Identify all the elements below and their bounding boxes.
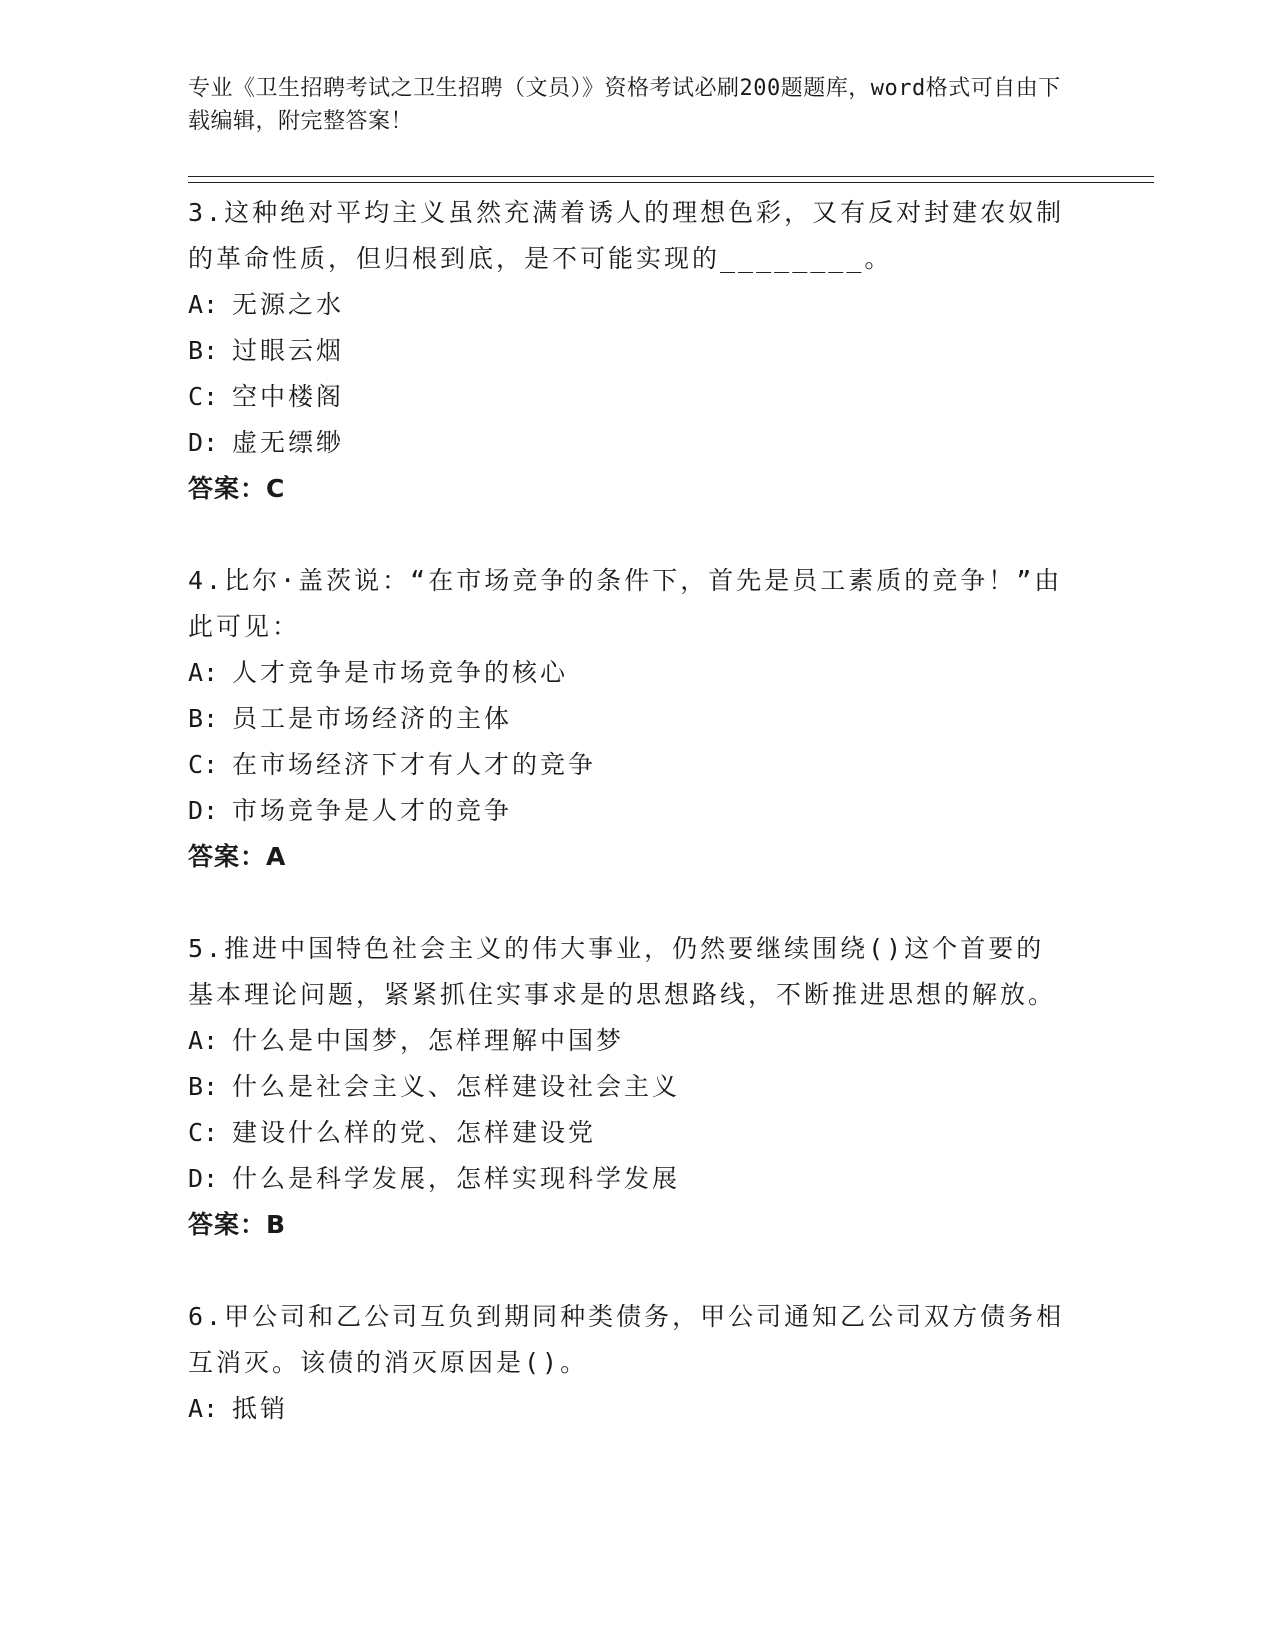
option-letter: A: <box>188 658 219 687</box>
question-spacer <box>188 512 1068 558</box>
option-letter: B: <box>188 704 219 733</box>
answer-line: 答案：A <box>188 842 287 871</box>
option-b <box>188 696 1068 742</box>
question-spacer <box>188 1248 1068 1294</box>
option-text: 过眼云烟 <box>232 336 345 365</box>
question-stem: 5.推进中国特色社会主义的伟大事业，仍然要继续围绕()这个首要的基本理论问题，紧紧抓住实事求是的思想路线，不断推进思想的解放。 <box>188 934 1057 1009</box>
option-d <box>188 420 1068 466</box>
option-text: 空中楼阁 <box>232 382 345 411</box>
option-d <box>188 1156 1068 1202</box>
option-b <box>188 1064 1068 1110</box>
option-text: 市场竞争是人才的竞争 <box>232 796 513 825</box>
question-stem: 4.比尔·盖茨说：“在市场竞争的条件下，首先是员工素质的竞争！”由此可见： <box>188 566 1063 641</box>
option-text: 建设什么样的党、怎样建设党 <box>232 1118 597 1147</box>
option-a <box>188 1018 1068 1064</box>
option-c <box>188 374 1068 420</box>
option-text: 什么是中国梦，怎样理解中国梦 <box>232 1026 625 1055</box>
question-3 <box>188 190 1068 512</box>
option-c <box>188 742 1068 788</box>
option-a <box>188 1386 1068 1432</box>
option-letter: A: <box>188 1026 219 1055</box>
option-text: 人才竞争是市场竞争的核心 <box>232 658 569 687</box>
option-c <box>188 1110 1068 1156</box>
option-letter: C: <box>188 382 219 411</box>
option-letter: C: <box>188 750 219 779</box>
option-a <box>188 282 1068 328</box>
option-letter: B: <box>188 1072 219 1101</box>
header-divider-top <box>188 176 1154 177</box>
option-text: 什么是科学发展，怎样实现科学发展 <box>232 1164 681 1193</box>
question-6 <box>188 1294 1068 1432</box>
header-divider-bottom <box>188 182 1154 183</box>
option-b <box>188 328 1068 374</box>
option-a <box>188 650 1068 696</box>
option-letter: B: <box>188 336 219 365</box>
option-letter: D: <box>188 428 219 457</box>
option-letter: A: <box>188 290 219 319</box>
option-letter: C: <box>188 1118 219 1147</box>
question-list <box>188 190 1068 1432</box>
document-header: 专业《卫生招聘考试之卫生招聘（文员）》资格考试必刷200题题库，word格式可自由下载编辑，附完整答案！ <box>188 76 1061 134</box>
question-stem: 6.甲公司和乙公司互负到期同种类债务，甲公司通知乙公司双方债务相互消灭。该债的消灭原因是()。 <box>188 1302 1065 1377</box>
option-letter: D: <box>188 1164 219 1193</box>
question-spacer <box>188 880 1068 926</box>
answer-line: 答案：C <box>188 474 286 503</box>
option-letter: D: <box>188 796 219 825</box>
option-text: 什么是社会主义、怎样建设社会主义 <box>232 1072 681 1101</box>
question-5 <box>188 926 1068 1248</box>
option-text: 在市场经济下才有人才的竞争 <box>232 750 597 779</box>
answer-line: 答案：B <box>188 1210 287 1239</box>
option-letter: A: <box>188 1394 219 1423</box>
option-text: 无源之水 <box>232 290 345 319</box>
question-stem: 3.这种绝对平均主义虽然充满着诱人的理想色彩，又有反对封建农奴制的革命性质，但归根到底，是不可能实现的________。 <box>188 198 1065 273</box>
option-text: 抵销 <box>232 1394 289 1423</box>
option-text: 员工是市场经济的主体 <box>232 704 513 733</box>
option-text: 虚无缥缈 <box>232 428 345 457</box>
question-4 <box>188 558 1068 880</box>
option-d <box>188 788 1068 834</box>
